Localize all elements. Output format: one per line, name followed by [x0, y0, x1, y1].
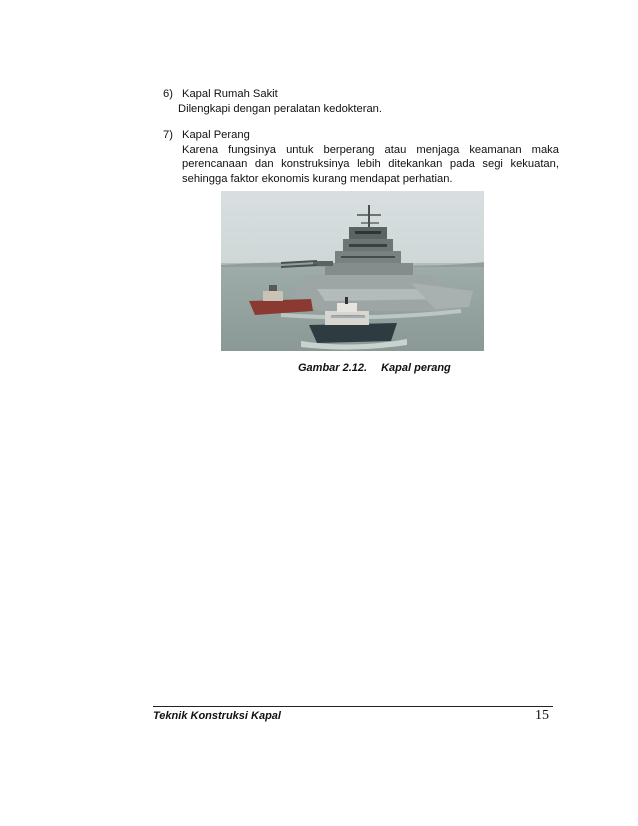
list-item-body: Karena fungsinya untuk berperang atau menjaga keamanan maka perencanaan dan konstruksinya lebih ditekankan pada segi kekuatan, sehingga faktor ekonomis kurang mendapat perhatian. [182, 143, 559, 185]
figure-caption-text: Kapal perang [381, 362, 451, 374]
list-item-number: 7) [163, 129, 173, 141]
list-item-body: Dilengkapi dengan peralatan kedokteran. [178, 102, 383, 115]
page-number: 15 [535, 708, 549, 723]
list-item-title: Kapal Rumah Sakit [182, 88, 278, 100]
list-item-title: Kapal Perang [182, 129, 250, 141]
figure-label: Gambar 2.12. [298, 362, 368, 374]
list-item-number: 6) [163, 88, 173, 100]
warship-illustration [221, 191, 484, 351]
list-item-warship [163, 128, 559, 186]
footer-book-title: Teknik Konstruksi Kapal [153, 710, 281, 722]
list-item-hospital-ship [163, 87, 559, 116]
warship-photo [221, 191, 484, 351]
figure-caption [298, 362, 451, 374]
footer-divider [153, 706, 553, 707]
